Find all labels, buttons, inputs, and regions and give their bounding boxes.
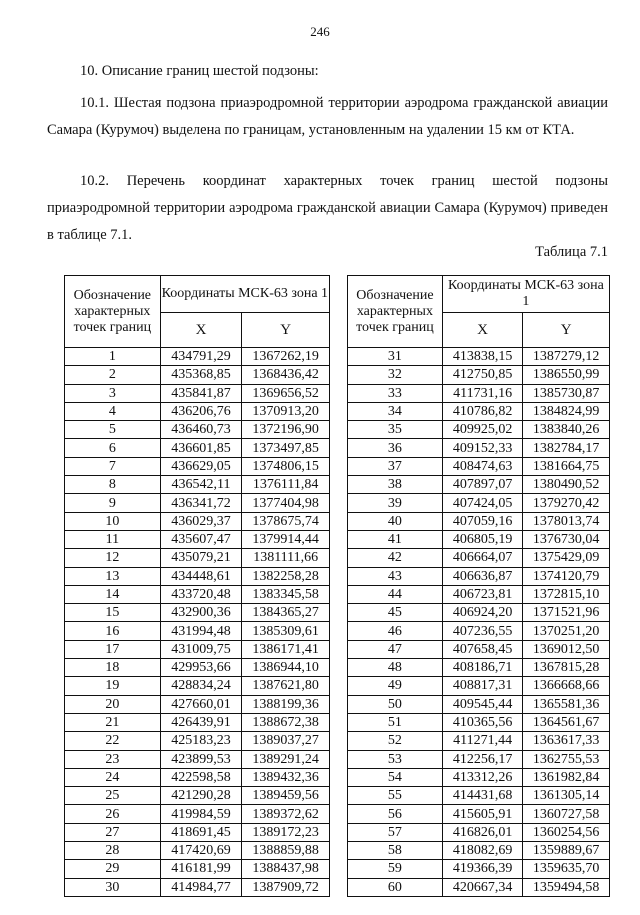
coordinate-y: 1376111,84 <box>242 476 330 494</box>
point-number: 50 <box>348 695 443 713</box>
header-designation: Обозначение характерных точек границ <box>348 276 443 348</box>
table-row <box>65 622 330 640</box>
table-row <box>65 695 330 713</box>
coordinate-x: 435841,87 <box>160 384 242 402</box>
table-row <box>348 750 610 768</box>
coordinate-x: 407236,55 <box>442 622 523 640</box>
coordinate-x: 425183,23 <box>160 732 242 750</box>
point-number: 14 <box>65 585 161 603</box>
coordinate-y: 1386550,99 <box>523 366 610 384</box>
coordinate-x: 436601,85 <box>160 439 242 457</box>
coordinate-y: 1362755,53 <box>523 750 610 768</box>
table-row <box>348 622 610 640</box>
point-number: 5 <box>65 421 161 439</box>
coordinate-y: 1359889,67 <box>523 842 610 860</box>
coordinate-y: 1370913,20 <box>242 402 330 420</box>
coordinate-y: 1385309,61 <box>242 622 330 640</box>
point-number: 35 <box>348 421 443 439</box>
coordinate-y: 1383345,58 <box>242 585 330 603</box>
coordinate-x: 419984,59 <box>160 805 242 823</box>
point-number: 48 <box>348 659 443 677</box>
table-row <box>65 842 330 860</box>
table-row <box>65 732 330 750</box>
point-number: 6 <box>65 439 161 457</box>
coordinate-y: 1382784,17 <box>523 439 610 457</box>
table-row <box>348 549 610 567</box>
table-row <box>65 787 330 805</box>
coordinate-y: 1369656,52 <box>242 384 330 402</box>
coordinate-y: 1383840,26 <box>523 421 610 439</box>
point-number: 12 <box>65 549 161 567</box>
table-row <box>348 878 610 896</box>
coordinate-y: 1389372,62 <box>242 805 330 823</box>
coordinate-x: 423899,53 <box>160 750 242 768</box>
table-row <box>348 842 610 860</box>
coordinate-y: 1378675,74 <box>242 512 330 530</box>
table-row <box>65 659 330 677</box>
header-coordinates: Координаты МСК-63 зона 1 <box>160 276 329 313</box>
coordinate-x: 436029,37 <box>160 512 242 530</box>
point-number: 46 <box>348 622 443 640</box>
coordinate-y: 1379270,42 <box>523 494 610 512</box>
coordinate-x: 416826,01 <box>442 823 523 841</box>
point-number: 7 <box>65 457 161 475</box>
coordinate-y: 1387621,80 <box>242 677 330 695</box>
coordinate-y: 1389459,56 <box>242 787 330 805</box>
point-number: 13 <box>65 567 161 585</box>
table-row <box>348 640 610 658</box>
coordinate-x: 431994,48 <box>160 622 242 640</box>
point-number: 24 <box>65 768 161 786</box>
table-row <box>348 457 610 475</box>
coordinate-x: 410786,82 <box>442 402 523 420</box>
point-number: 30 <box>65 878 161 896</box>
coordinate-y: 1372815,10 <box>523 585 610 603</box>
coordinate-x: 406636,87 <box>442 567 523 585</box>
table-row <box>348 512 610 530</box>
coordinate-x: 436341,72 <box>160 494 242 512</box>
point-number: 27 <box>65 823 161 841</box>
coordinate-y: 1388437,98 <box>242 860 330 878</box>
table-row <box>65 878 330 896</box>
coordinate-y: 1382258,28 <box>242 567 330 585</box>
point-number: 51 <box>348 713 443 731</box>
point-number: 43 <box>348 567 443 585</box>
coordinate-y: 1373497,85 <box>242 439 330 457</box>
coordinate-y: 1365581,36 <box>523 695 610 713</box>
coordinate-y: 1374120,79 <box>523 567 610 585</box>
table-label: Таблица 7.1 <box>535 244 608 260</box>
table-row <box>65 384 330 402</box>
point-number: 15 <box>65 604 161 622</box>
coordinate-y: 1388859,88 <box>242 842 330 860</box>
table-row <box>65 457 330 475</box>
coordinate-y: 1387909,72 <box>242 878 330 896</box>
coordinate-x: 415605,91 <box>442 805 523 823</box>
point-number: 31 <box>348 348 443 366</box>
table-row <box>348 860 610 878</box>
coordinate-y: 1372196,90 <box>242 421 330 439</box>
coordinate-x: 435079,21 <box>160 549 242 567</box>
coordinate-x: 407424,05 <box>442 494 523 512</box>
table-row <box>348 805 610 823</box>
table-row <box>348 677 610 695</box>
coordinate-y: 1377404,98 <box>242 494 330 512</box>
coordinate-x: 409152,33 <box>442 439 523 457</box>
table-row <box>65 713 330 731</box>
table-row <box>348 421 610 439</box>
point-number: 26 <box>65 805 161 823</box>
coordinate-x: 436629,05 <box>160 457 242 475</box>
coordinate-x: 436460,73 <box>160 421 242 439</box>
coordinate-y: 1388672,38 <box>242 713 330 731</box>
point-number: 3 <box>65 384 161 402</box>
coordinate-x: 408186,71 <box>442 659 523 677</box>
coordinate-y: 1367262,19 <box>242 348 330 366</box>
point-number: 34 <box>348 402 443 420</box>
point-number: 49 <box>348 677 443 695</box>
coordinate-x: 435368,85 <box>160 366 242 384</box>
table-row <box>65 476 330 494</box>
table-row <box>65 494 330 512</box>
table-row <box>65 402 330 420</box>
coordinate-y: 1389037,27 <box>242 732 330 750</box>
coordinate-y: 1375429,09 <box>523 549 610 567</box>
coordinate-y: 1389432,36 <box>242 768 330 786</box>
point-number: 20 <box>65 695 161 713</box>
header-y: Y <box>523 313 610 348</box>
coordinate-y: 1379914,44 <box>242 530 330 548</box>
table-row <box>65 512 330 530</box>
table-row <box>348 366 610 384</box>
table-row <box>348 439 610 457</box>
coordinate-x: 420667,34 <box>442 878 523 896</box>
header-coordinates: Координаты МСК-63 зона 1 <box>442 276 609 313</box>
coordinate-y: 1368436,42 <box>242 366 330 384</box>
coordinate-x: 406924,20 <box>442 604 523 622</box>
coordinate-y: 1386171,41 <box>242 640 330 658</box>
point-number: 10 <box>65 512 161 530</box>
coordinate-y: 1380490,52 <box>523 476 610 494</box>
table-row <box>65 366 330 384</box>
table-row <box>348 530 610 548</box>
coordinate-x: 434448,61 <box>160 567 242 585</box>
coordinate-x: 411731,16 <box>442 384 523 402</box>
table-row <box>348 713 610 731</box>
coordinate-y: 1360254,56 <box>523 823 610 841</box>
table-row <box>65 348 330 366</box>
coordinate-x: 413312,26 <box>442 768 523 786</box>
point-number: 11 <box>65 530 161 548</box>
table-row <box>348 494 610 512</box>
point-number: 33 <box>348 384 443 402</box>
coordinate-x: 406805,19 <box>442 530 523 548</box>
page-number: 246 <box>310 24 330 39</box>
table-row <box>348 787 610 805</box>
coordinate-y: 1389291,24 <box>242 750 330 768</box>
point-number: 53 <box>348 750 443 768</box>
coordinate-y: 1378013,74 <box>523 512 610 530</box>
table-row <box>65 530 330 548</box>
table-row <box>348 732 610 750</box>
table-body-right <box>348 348 610 897</box>
coordinate-x: 407897,07 <box>442 476 523 494</box>
coordinate-y: 1367815,28 <box>523 659 610 677</box>
point-number: 17 <box>65 640 161 658</box>
table-row <box>348 823 610 841</box>
point-number: 18 <box>65 659 161 677</box>
coordinates-table-right <box>347 275 610 897</box>
coordinate-x: 411271,44 <box>442 732 523 750</box>
coordinate-x: 432900,36 <box>160 604 242 622</box>
point-number: 45 <box>348 604 443 622</box>
coordinate-y: 1360727,58 <box>523 805 610 823</box>
table-row <box>348 476 610 494</box>
point-number: 4 <box>65 402 161 420</box>
point-number: 44 <box>348 585 443 603</box>
header-x: X <box>442 313 523 348</box>
coordinate-x: 406664,07 <box>442 549 523 567</box>
coordinate-y: 1363617,33 <box>523 732 610 750</box>
point-number: 1 <box>65 348 161 366</box>
coordinate-y: 1386944,10 <box>242 659 330 677</box>
coordinate-x: 419366,39 <box>442 860 523 878</box>
coordinate-y: 1381664,75 <box>523 457 610 475</box>
table-row <box>65 421 330 439</box>
point-number: 38 <box>348 476 443 494</box>
table-row <box>65 585 330 603</box>
coordinate-x: 414431,68 <box>442 787 523 805</box>
coordinate-x: 421290,28 <box>160 787 242 805</box>
coordinate-y: 1385730,87 <box>523 384 610 402</box>
coordinate-y: 1376730,04 <box>523 530 610 548</box>
point-number: 25 <box>65 787 161 805</box>
coordinate-x: 412750,85 <box>442 366 523 384</box>
table-row <box>65 805 330 823</box>
coordinate-x: 418691,45 <box>160 823 242 841</box>
coordinate-x: 433720,48 <box>160 585 242 603</box>
coordinate-x: 413838,15 <box>442 348 523 366</box>
coordinate-x: 408817,31 <box>442 677 523 695</box>
point-number: 39 <box>348 494 443 512</box>
table-row <box>348 768 610 786</box>
coordinate-y: 1381111,66 <box>242 549 330 567</box>
coordinate-x: 412256,17 <box>442 750 523 768</box>
table-row <box>65 677 330 695</box>
point-number: 54 <box>348 768 443 786</box>
point-number: 58 <box>348 842 443 860</box>
coordinate-x: 406723,81 <box>442 585 523 603</box>
point-number: 56 <box>348 805 443 823</box>
table-body-left <box>65 348 330 897</box>
coordinate-y: 1374806,15 <box>242 457 330 475</box>
coordinates-table-left <box>64 275 330 897</box>
coordinate-y: 1361305,14 <box>523 787 610 805</box>
coordinate-x: 408474,63 <box>442 457 523 475</box>
coordinate-x: 409925,02 <box>442 421 523 439</box>
table-row <box>348 585 610 603</box>
table-row <box>348 402 610 420</box>
point-number: 19 <box>65 677 161 695</box>
point-number: 28 <box>65 842 161 860</box>
point-number: 40 <box>348 512 443 530</box>
coordinate-x: 407059,16 <box>442 512 523 530</box>
coordinate-x: 416181,99 <box>160 860 242 878</box>
table-row <box>65 439 330 457</box>
coordinate-x: 414984,77 <box>160 878 242 896</box>
coordinate-x: 427660,01 <box>160 695 242 713</box>
coordinate-x: 418082,69 <box>442 842 523 860</box>
table-row <box>348 384 610 402</box>
table-row <box>65 567 330 585</box>
table-row <box>348 567 610 585</box>
table-row <box>65 768 330 786</box>
point-number: 2 <box>65 366 161 384</box>
section-title: 10. Описание границ шестой подзоны: <box>80 63 319 79</box>
point-number: 32 <box>348 366 443 384</box>
coordinate-x: 431009,75 <box>160 640 242 658</box>
coordinate-x: 422598,58 <box>160 768 242 786</box>
coordinate-x: 428834,24 <box>160 677 242 695</box>
coordinate-y: 1384824,99 <box>523 402 610 420</box>
table-row <box>65 860 330 878</box>
coordinate-y: 1361982,84 <box>523 768 610 786</box>
coordinate-x: 429953,66 <box>160 659 242 677</box>
point-number: 29 <box>65 860 161 878</box>
point-number: 37 <box>348 457 443 475</box>
point-number: 57 <box>348 823 443 841</box>
coordinate-y: 1371521,96 <box>523 604 610 622</box>
coordinate-y: 1369012,50 <box>523 640 610 658</box>
coordinate-x: 407658,45 <box>442 640 523 658</box>
table-row <box>65 604 330 622</box>
point-number: 52 <box>348 732 443 750</box>
table-row <box>348 695 610 713</box>
point-number: 23 <box>65 750 161 768</box>
table-row <box>65 823 330 841</box>
point-number: 8 <box>65 476 161 494</box>
point-number: 59 <box>348 860 443 878</box>
coordinate-y: 1364561,67 <box>523 713 610 731</box>
paragraph-10-1: 10.1. Шестая подзона приаэродромной территории аэродрома гражданской авиации Самара (Курумоч) выделена по границам, установленным на удалении 15 км от КТА. <box>47 95 608 138</box>
coordinate-y: 1359635,70 <box>523 860 610 878</box>
point-number: 22 <box>65 732 161 750</box>
coordinate-y: 1384365,27 <box>242 604 330 622</box>
coordinate-y: 1359494,58 <box>523 878 610 896</box>
table-row <box>348 659 610 677</box>
point-number: 47 <box>348 640 443 658</box>
coordinate-x: 417420,69 <box>160 842 242 860</box>
point-number: 60 <box>348 878 443 896</box>
header-designation: Обозначение характерных точек границ <box>65 276 161 348</box>
table-row <box>348 604 610 622</box>
coordinate-x: 436542,11 <box>160 476 242 494</box>
point-number: 16 <box>65 622 161 640</box>
coordinate-x: 435607,47 <box>160 530 242 548</box>
coordinate-y: 1370251,20 <box>523 622 610 640</box>
coordinate-y: 1388199,36 <box>242 695 330 713</box>
point-number: 9 <box>65 494 161 512</box>
paragraph-10-2: 10.2. Перечень координат характерных точек границ шестой подзоны приаэродромной территории аэродрома гражданской авиации Самара (Курумоч) приведен в таблице 7.1. <box>47 173 608 243</box>
point-number: 21 <box>65 713 161 731</box>
coordinate-y: 1389172,23 <box>242 823 330 841</box>
coordinate-x: 434791,29 <box>160 348 242 366</box>
table-row <box>65 640 330 658</box>
point-number: 55 <box>348 787 443 805</box>
coordinate-y: 1387279,12 <box>523 348 610 366</box>
coordinate-x: 436206,76 <box>160 402 242 420</box>
point-number: 41 <box>348 530 443 548</box>
point-number: 36 <box>348 439 443 457</box>
table-row <box>65 750 330 768</box>
header-y: Y <box>242 313 330 348</box>
point-number: 42 <box>348 549 443 567</box>
table-row <box>348 348 610 366</box>
coordinate-x: 426439,91 <box>160 713 242 731</box>
coordinate-x: 410365,56 <box>442 713 523 731</box>
table-row <box>65 549 330 567</box>
header-x: X <box>160 313 242 348</box>
coordinate-y: 1366668,66 <box>523 677 610 695</box>
coordinate-x: 409545,44 <box>442 695 523 713</box>
